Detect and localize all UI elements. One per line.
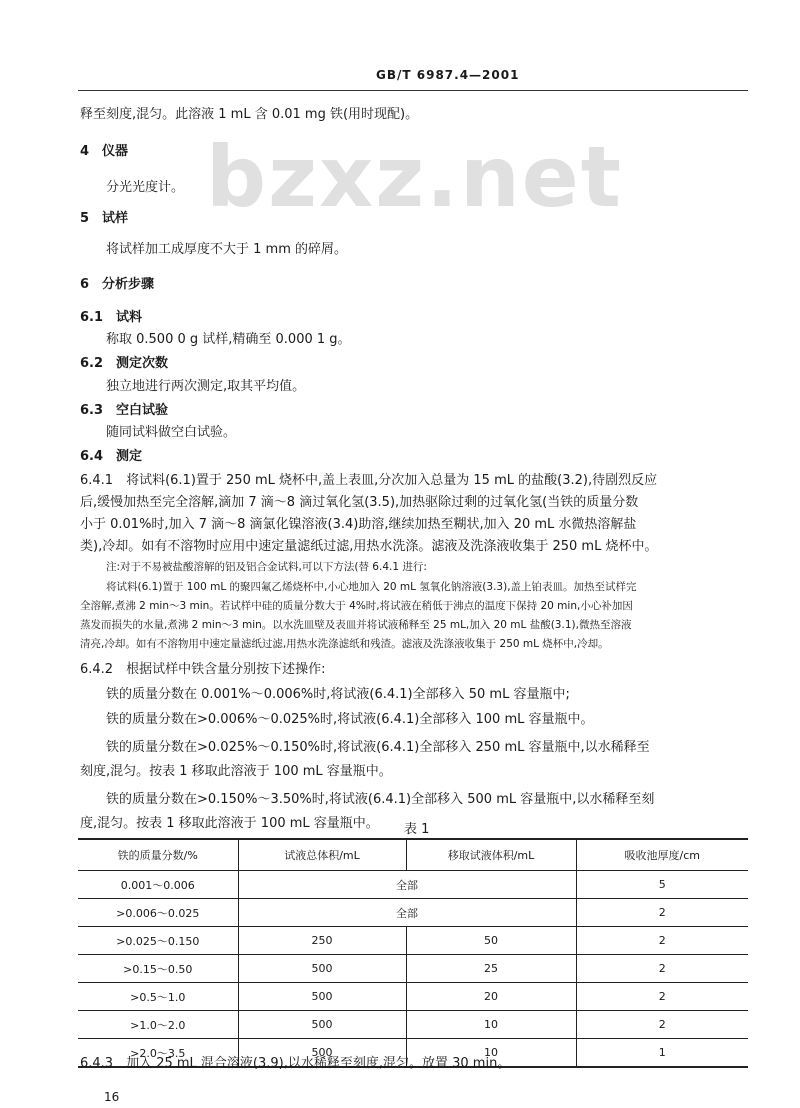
table-cell: 2 [576,1011,748,1039]
table-cell: >0.025～0.150 [78,927,238,955]
table-cell: 500 [238,955,406,983]
table-cell: 250 [238,927,406,955]
table-cell: >2.0～3.5 [78,1039,238,1068]
table-cell: 500 [238,1039,406,1068]
section-heading: 4 仪器 [80,144,129,159]
subsection-heading: 6.3 空白试验 [80,403,169,418]
text-line: 分光光度计。 [106,180,185,195]
text-line: 度,混匀。按表 1 移取此溶液于 100 mL 容量瓶中。 [80,816,379,831]
table-caption: 表 1 [404,822,430,837]
table-row [78,983,748,1011]
text-line: 独立地进行两次测定,取其平均值。 [106,379,306,394]
text-line: 将试样加工成厚度不大于 1 mm 的碎屑。 [106,242,347,257]
text-line: 后,缓慢加热至完全溶解,滴加 7 滴～8 滴过氧化氢(3.5),加热驱除过剩的过氧化氢(当铁的质量分数 [80,495,639,510]
table-cell: 5 [576,871,748,899]
table-cell: 2 [576,899,748,927]
note-line: 将试料(6.1)置于 100 mL 的聚四氟乙烯烧杯中,小心地加入 20 mL 氢氧化钠溶液(3.3),盖上铂表皿。加热至试样完 [106,581,637,593]
note-line: 全溶解,煮沸 2 min～3 min。若试样中硅的质量分数大于 4%时,将试液在稍低于沸点的温度下保持 20 min,小心补加因 [80,600,633,612]
text-line: 小于 0.01%时,加入 7 滴～8 滴氯化镍溶液(3.4)助溶,继续加热至糊状,加入 20 mL 水微热溶解盐 [80,517,637,532]
subsection-heading: 6.2 测定次数 [80,356,169,371]
note-line: 注:对于不易被盐酸溶解的铝及铝合金试料,可以下方法(替 6.4.1 进行: [106,561,427,573]
table-cell: 500 [238,983,406,1011]
table-header-row [78,839,748,871]
table-cell: 全部 [238,899,576,927]
table-cell: 0.001～0.006 [78,871,238,899]
note-line: 清亮,冷却。如有不溶物用中速定量滤纸过滤,用热水洗涤滤纸和残渣。滤液及洗涤液收集于 250 mL 烧杯中,冷却。 [80,638,609,650]
table-cell: 2 [576,955,748,983]
text-line: 称取 0.500 0 g 试样,精确至 0.000 1 g。 [106,332,351,347]
table-row [78,955,748,983]
page-number: 16 [104,1090,120,1104]
table-row [78,871,748,899]
column-header: 移取试液体积/mL [406,839,576,871]
text-line: 类),冷却。如有不溶物时应用中速定量滤纸过滤,用热水洗涤。滤液及洗涤液收集于 250 mL 烧杯中。 [80,539,658,554]
text-line: 铁的质量分数在 0.001%～0.006%时,将试液(6.4.1)全部移入 50 mL 容量瓶中; [106,687,570,702]
table-cell: >0.5～1.0 [78,983,238,1011]
text-line: 随同试料做空白试验。 [106,425,237,440]
table-cell: 20 [406,983,576,1011]
table-cell: 2 [576,927,748,955]
column-header: 吸收池厚度/cm [576,839,748,871]
header-rule [78,90,748,91]
table-cell: 1 [576,1039,748,1068]
table-row [78,1011,748,1039]
table-row [78,899,748,927]
table-cell: 500 [238,1011,406,1039]
text-line: 6.4.2 根据试样中铁含量分别按下述操作: [80,662,326,677]
column-header: 试液总体积/mL [238,839,406,871]
watermark: bzxz.net [206,128,623,226]
table-cell: >0.15～0.50 [78,955,238,983]
column-header: 铁的质量分数/% [78,839,238,871]
subsection-heading: 6.1 试料 [80,310,143,325]
section-heading: 5 试样 [80,211,129,226]
text-line: 铁的质量分数在>0.006%～0.025%时,将试液(6.4.1)全部移入 100 mL 容量瓶中。 [106,712,594,727]
text-line: 6.4.1 将试料(6.1)置于 250 mL 烧杯中,盖上表皿,分次加入总量为 15 mL 的盐酸(3.2),待剧烈反应 [80,473,658,488]
text-line: 铁的质量分数在>0.025%～0.150%时,将试液(6.4.1)全部移入 250 mL 容量瓶中,以水稀释至 [106,740,650,755]
table-cell: >1.0～2.0 [78,1011,238,1039]
table-row [78,927,748,955]
table-cell: 2 [576,983,748,1011]
table-1 [78,838,748,1068]
table-cell: 全部 [238,871,576,899]
text-line: 刻度,混匀。按表 1 移取此溶液于 100 mL 容量瓶中。 [80,764,392,779]
subsection-heading: 6.4 测定 [80,449,143,464]
note-line: 蒸发而损失的水量,煮沸 2 min～3 min。以水洗皿壁及表皿并将试液稀释至 25 mL,加入 20 mL 盐酸(3.1),微热至溶液 [80,619,632,631]
section-heading: 6 分析步骤 [80,277,155,292]
standard-number: GB/T 6987.4—2001 [376,68,520,82]
text-line: 铁的质量分数在>0.150%～3.50%时,将试液(6.4.1)全部移入 500 mL 容量瓶中,以水稀释至刻 [106,792,655,807]
text-line: 6.4.3 加入 25 mL 混合溶液(3.9),以水稀释至刻度,混匀。放置 30 min。 [80,1056,511,1071]
table-cell: 50 [406,927,576,955]
table-cell: 10 [406,1011,576,1039]
table-cell: 10 [406,1039,576,1068]
table-cell: >0.006～0.025 [78,899,238,927]
text-line: 释至刻度,混匀。此溶液 1 mL 含 0.01 mg 铁(用时现配)。 [80,107,419,122]
table-cell: 25 [406,955,576,983]
